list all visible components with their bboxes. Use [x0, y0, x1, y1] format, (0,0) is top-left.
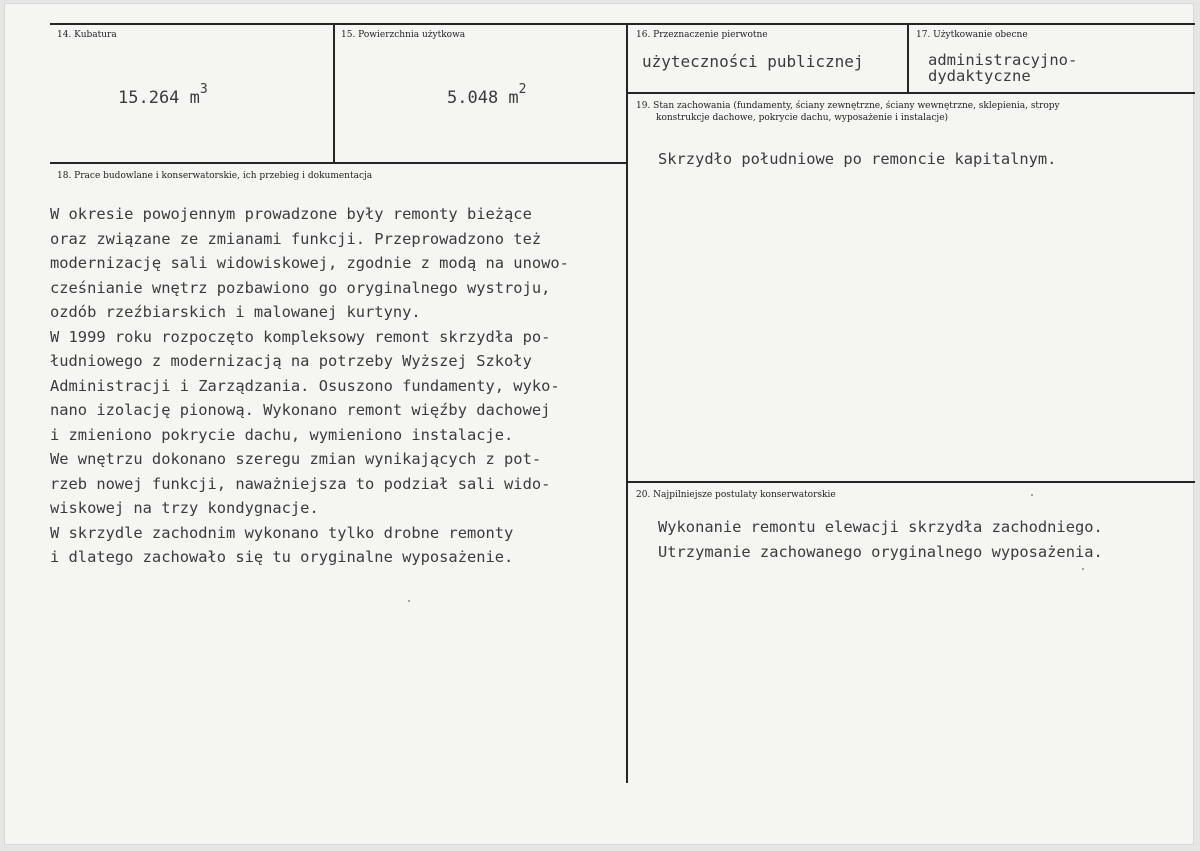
- rule-under-f16-f17: [626, 92, 1195, 94]
- powierzchnia-value: 5.048 $m^2$: [447, 82, 527, 108]
- postulaty-line-1: Wykonanie remontu elewacji skrzydła zachodniego.: [658, 518, 1103, 536]
- stan-zachowania-value: Skrzydło południowe po remoncie kapitalnym.: [658, 150, 1057, 168]
- divider-f14-f15: [333, 23, 335, 164]
- prace-label: 18. Prace budowlane i konserwatorskie, ich przebieg i dokumentacja: [57, 171, 373, 181]
- prace-line: i dlatego zachowało się tu oryginalne wyposażenie.: [50, 548, 514, 566]
- prace-line: oraz związane ze zmianami funkcji. Przeprowadzono też: [50, 229, 542, 248]
- uzytkowanie-value-line-1: administracyjno-: [928, 51, 1078, 69]
- scan-speck: [1082, 568, 1084, 570]
- stan-zachowania-label-line-1: 19. Stan zachowania (fundamenty, ściany zewnętrzne, ściany wewnętrzne, sklepienia, stropy: [636, 101, 1060, 111]
- postulaty-label: 20. Najpilniejsze postulaty konserwatorskie: [636, 490, 836, 500]
- prace-line: ozdób rzeźbiarskich i malowanej kurtyny.: [50, 303, 421, 321]
- uzytkowanie-label: 17. Użytkowanie obecne: [916, 30, 1028, 40]
- prace-line: nano izolację pionową. Wykonano remont więźby dachowej: [50, 401, 551, 419]
- prace-line: Administracji i Zarządzania. Osuszono fundamenty, wyko-: [50, 376, 560, 395]
- kubatura-value: 15.264 $m^3$: [118, 82, 208, 108]
- prace-line: modernizację sali widowiskowej, zgodnie z modą na unowo-: [50, 254, 569, 272]
- prace-line: W okresie powojennym prowadzone były remonty bieżące: [50, 205, 532, 223]
- prace-line: W 1999 roku rozpoczęto kompleksowy remont skrzydła po-: [50, 327, 551, 346]
- kubatura-exponent: 3: [199, 82, 208, 97]
- prace-text: [50, 202, 569, 570]
- prace-line: wiskowej na trzy kondygnacje.: [50, 499, 319, 517]
- przeznaczenie-value: użyteczności publicznej: [642, 52, 864, 71]
- uzytkowanie-value-line-2: dydaktyczne: [928, 67, 1031, 85]
- rule-above-f20: [626, 481, 1195, 483]
- prace-line: W skrzydle zachodnim wykonano tylko drobne remonty: [50, 523, 514, 542]
- divider-left-right: [626, 23, 628, 783]
- rule-under-f14-f15: [50, 162, 627, 164]
- prace-line: łudniowego z modernizacją na potrzeby Wyższej Szkoły: [50, 352, 532, 370]
- postulaty-line-2: Utrzymanie zachowanego oryginalnego wyposażenia.: [658, 543, 1103, 561]
- prace-line: i zmieniono pokrycie dachu, wymieniono instalacje.: [50, 425, 514, 444]
- kubatura-label: 14. Kubatura: [57, 30, 117, 40]
- powierzchnia-exponent: 2: [518, 82, 527, 97]
- powierzchnia-label: 15. Powierzchnia użytkowa: [341, 30, 466, 40]
- prace-line: We wnętrzu dokonano szeregu zmian wynikających z pot-: [50, 450, 542, 468]
- prace-line: rzeb nowej funkcji, naważniejsza to podział sali wido-: [50, 474, 551, 493]
- scan-speck: [1031, 494, 1033, 496]
- top-border: [50, 23, 1195, 25]
- prace-line: cześnianie wnętrz pozbawiono go oryginalnego wystroju,: [50, 278, 551, 297]
- scan-speck: [408, 600, 410, 602]
- divider-f16-f17: [907, 23, 909, 93]
- przeznaczenie-label: 16. Przeznaczenie pierwotne: [636, 30, 768, 40]
- stan-zachowania-label-line-2: konstrukcje dachowe, pokrycie dachu, wyposażenie i instalacje): [656, 113, 949, 123]
